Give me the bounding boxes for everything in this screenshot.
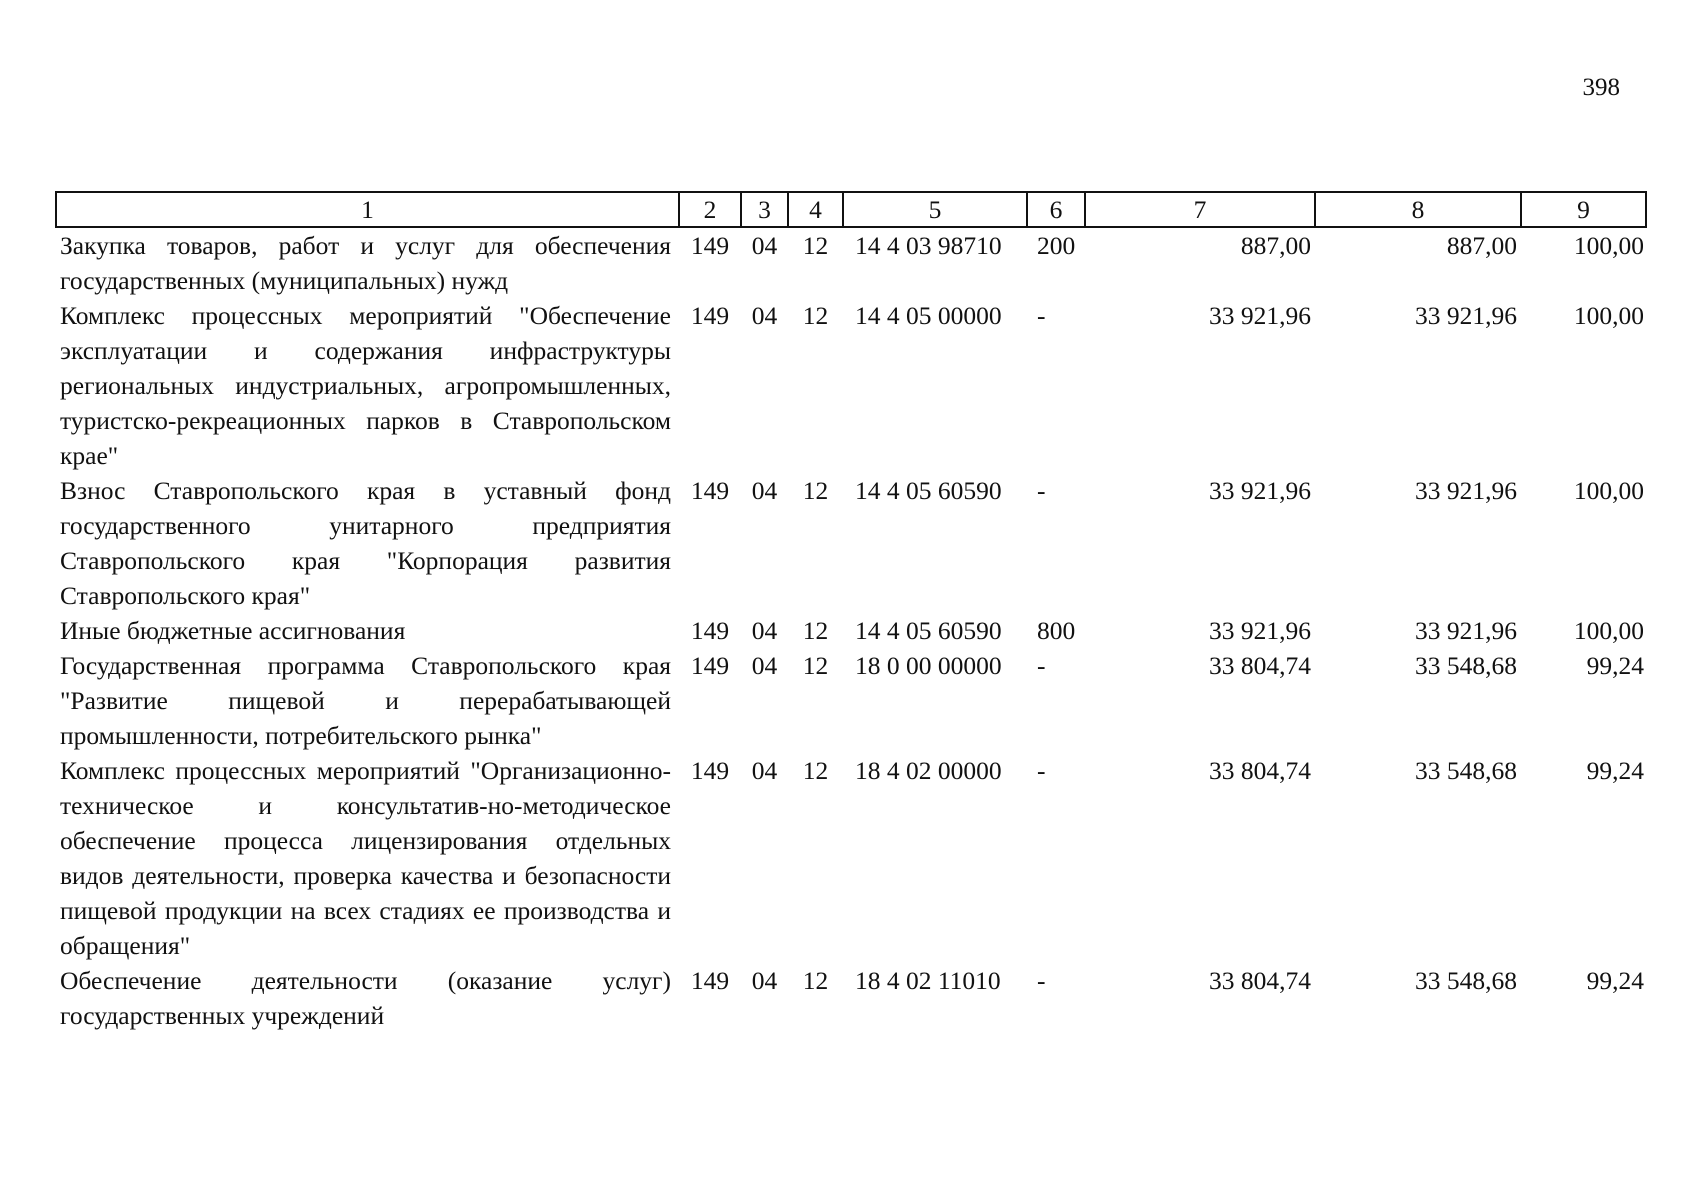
plan-amount: 33 804,74: [1209, 966, 1311, 995]
target-article-code: 18 4 02 00000: [855, 756, 1002, 785]
target-article-code: 14 4 05 60590: [855, 476, 1002, 505]
row-name: Комплекс процессных мероприятий "Организационно-техническое и консультатив-но-методическое обеспечение процесса лицензирования отдельных видов деятельности, проверка качества и безопасности пищевой продукции на всех стадиях ее производства и обращения": [60, 756, 671, 960]
section-code: 04: [751, 651, 778, 680]
column-header-3: 3: [741, 192, 788, 227]
plan-amount: 33 804,74: [1209, 756, 1311, 785]
subsection-code: 12: [802, 476, 829, 505]
subsection-code: 12: [802, 301, 829, 330]
column-header-7: 7: [1085, 192, 1315, 227]
plan-amount: 33 804,74: [1209, 651, 1311, 680]
table-row: [56, 963, 1646, 1033]
row-name: Взнос Ставропольского края в уставный фонд государственного унитарного предприятия Ставропольского края "Корпорация развития Ставропольского края": [60, 476, 671, 610]
execution-percent: 100,00: [1573, 301, 1644, 330]
table-row: [56, 648, 1646, 753]
expense-type-code: 800: [1037, 616, 1076, 645]
subsection-code: 12: [802, 756, 829, 785]
section-code: 04: [751, 966, 778, 995]
actual-amount: 33 921,96: [1415, 301, 1517, 330]
plan-amount: 887,00: [1240, 231, 1311, 260]
plan-amount: 33 921,96: [1209, 476, 1311, 505]
execution-percent: 100,00: [1573, 476, 1644, 505]
execution-percent: 100,00: [1573, 231, 1644, 260]
table-row: [56, 753, 1646, 963]
table-row: [56, 227, 1646, 298]
actual-amount: 33 921,96: [1415, 616, 1517, 645]
target-article-code: 14 4 05 00000: [855, 301, 1002, 330]
plan-amount: 33 921,96: [1209, 616, 1311, 645]
target-article-code: 14 4 03 98710: [855, 231, 1002, 260]
row-name: Иные бюджетные ассигнования: [60, 616, 406, 645]
expense-type-code: -: [1037, 301, 1046, 330]
grbs-code: 149: [690, 231, 730, 260]
section-code: 04: [751, 616, 778, 645]
execution-percent: 100,00: [1573, 616, 1644, 645]
section-code: 04: [751, 476, 778, 505]
budget-table: [55, 191, 1647, 1033]
target-article-code: 18 4 02 11010: [855, 966, 1001, 995]
table-row: [56, 298, 1646, 473]
row-name: Закупка товаров, работ и услуг для обеспечения государственных (муниципальных) нужд: [60, 231, 671, 295]
column-header-5: 5: [843, 192, 1027, 227]
grbs-code: 149: [690, 651, 730, 680]
page-number: 398: [1582, 74, 1620, 101]
row-name: Обеспечение деятельности (оказание услуг) государственных учреждений: [60, 966, 671, 1030]
expense-type-code: -: [1037, 651, 1046, 680]
expense-type-code: -: [1037, 966, 1046, 995]
expense-type-code: -: [1037, 476, 1046, 505]
table-row: [56, 613, 1646, 648]
column-header-1: 1: [56, 192, 679, 227]
section-code: 04: [751, 756, 778, 785]
subsection-code: 12: [802, 231, 829, 260]
row-name: Государственная программа Ставропольского края "Развитие пищевой и перерабатывающей промышленности, потребительского рынка": [60, 651, 671, 750]
subsection-code: 12: [802, 966, 829, 995]
column-header-8: 8: [1315, 192, 1521, 227]
column-header-9: 9: [1521, 192, 1646, 227]
execution-percent: 99,24: [1586, 756, 1644, 785]
column-header-4: 4: [788, 192, 843, 227]
column-header-6: 6: [1027, 192, 1085, 227]
actual-amount: 33 548,68: [1415, 651, 1517, 680]
expense-type-code: -: [1037, 756, 1046, 785]
grbs-code: 149: [690, 616, 730, 645]
actual-amount: 33 548,68: [1415, 966, 1517, 995]
grbs-code: 149: [690, 301, 730, 330]
grbs-code: 149: [690, 966, 730, 995]
section-code: 04: [751, 301, 778, 330]
target-article-code: 18 0 00 00000: [855, 651, 1002, 680]
table-header-row: [56, 192, 1646, 227]
actual-amount: 33 548,68: [1415, 756, 1517, 785]
plan-amount: 33 921,96: [1209, 301, 1311, 330]
grbs-code: 149: [690, 476, 730, 505]
execution-percent: 99,24: [1586, 966, 1644, 995]
column-header-2: 2: [679, 192, 741, 227]
table-row: [56, 473, 1646, 613]
actual-amount: 887,00: [1446, 231, 1517, 260]
row-name: Комплекс процессных мероприятий "Обеспечение эксплуатации и содержания инфраструктуры региональных индустриальных, агропромышленных, туристско-рекреационных парков в Ставропольском крае": [60, 301, 671, 470]
target-article-code: 14 4 05 60590: [855, 616, 1002, 645]
actual-amount: 33 921,96: [1415, 476, 1517, 505]
section-code: 04: [751, 231, 778, 260]
execution-percent: 99,24: [1586, 651, 1644, 680]
subsection-code: 12: [802, 651, 829, 680]
expense-type-code: 200: [1037, 231, 1076, 260]
subsection-code: 12: [802, 616, 829, 645]
grbs-code: 149: [690, 756, 730, 785]
